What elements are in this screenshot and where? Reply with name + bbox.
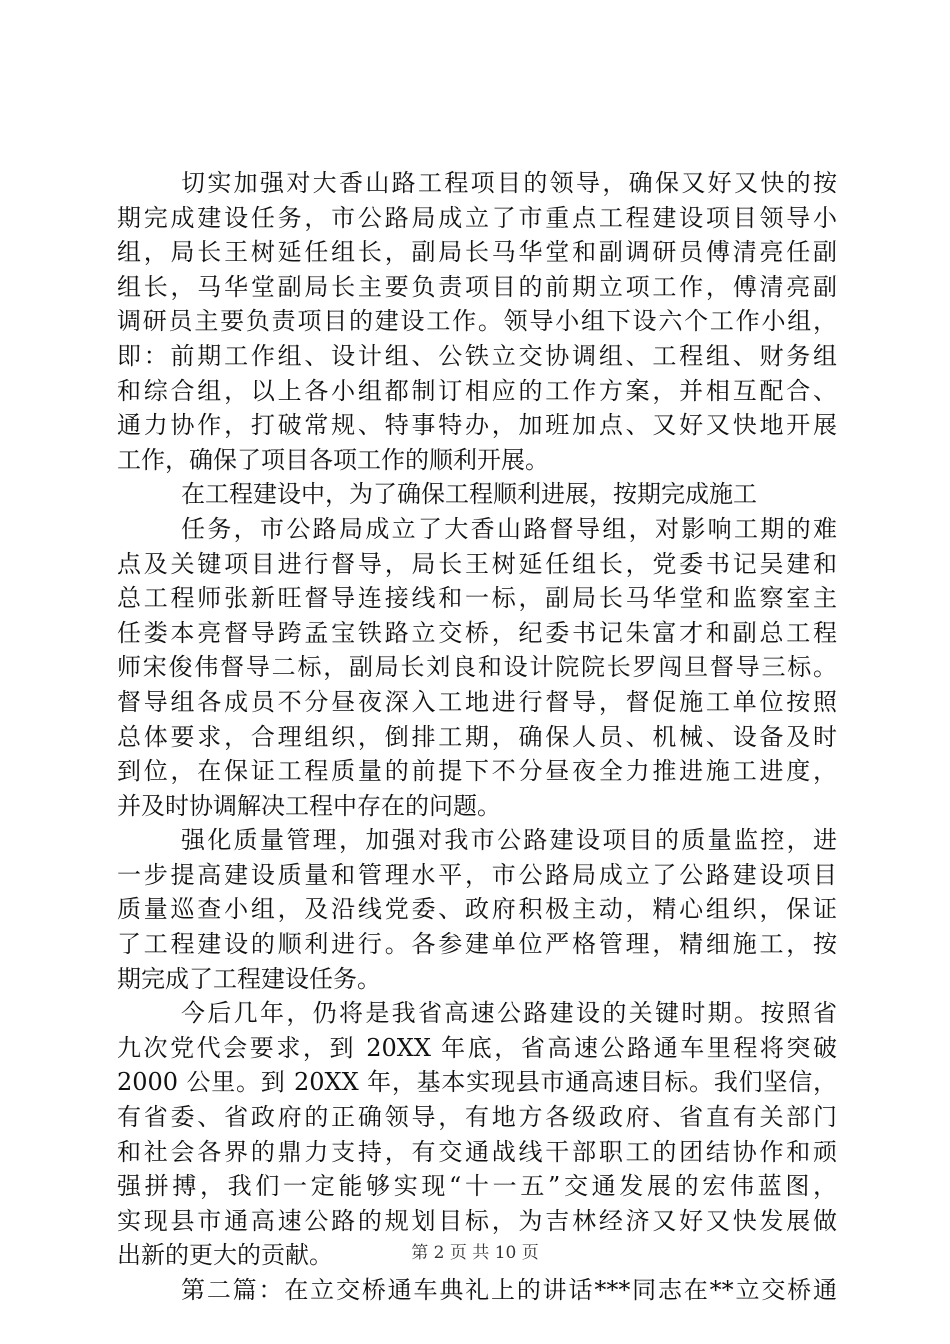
- text-line: 到位，在保证工程质量的前提下不分昼夜全力推进施工进度，: [117, 757, 837, 786]
- text-line: 工作，确保了项目各项工作的顺利开展。: [117, 445, 549, 474]
- document-body: [117, 166, 837, 1308]
- text-line: 强化质量管理，加强对我市公路建设项目的质量监控，进: [181, 826, 837, 855]
- text-line: 和综合组，以上各小组都制订相应的工作方案，并相互配合、: [117, 376, 837, 405]
- text-line: 2000 公里。到 20XX 年，基本实现县市通高速目标。我们坚信，: [117, 1068, 837, 1097]
- text-line: 即：前期工作组、设计组、公铁立交协调组、工程组、财务组: [117, 341, 837, 370]
- text-line: 有省委、省政府的正确领导，有地方各级政府、省直有关部门: [117, 1103, 837, 1132]
- text-line: 组，局长王树延任组长，副局长马华堂和副调研员傅清亮任副: [117, 238, 837, 267]
- text-line: 今后几年，仍将是我省高速公路建设的关键时期。按照省: [181, 999, 837, 1028]
- text-line: 任务，市公路局成立了大香山路督导组，对影响工期的难: [181, 514, 837, 543]
- text-line: 一步提高建设质量和管理水平，市公路局成立了公路建设项目: [117, 860, 837, 889]
- text-line: 质量巡查小组，及沿线党委、政府积极主动，精心组织，保证: [117, 895, 837, 924]
- text-line: 督导组各成员不分昼夜深入工地进行督导，督促施工单位按照: [117, 687, 837, 716]
- text-line: 出新的更大的贡献。: [117, 1241, 333, 1270]
- text-line: 总工程师张新旺督导连接线和一标，副局长马华堂和监察室主: [117, 584, 837, 613]
- text-line: 期完成了工程建设任务。: [117, 964, 381, 993]
- text-line: 实现县市通高速公路的规划目标，为吉林经济又好又快发展做: [117, 1206, 837, 1235]
- text-line: 第二篇：在立交桥通车典礼上的讲话***同志在**立交桥通: [181, 1276, 837, 1304]
- text-line: 师宋俊伟督导二标，副局长刘良和设计院院长罗闯旦督导三标。: [117, 653, 837, 682]
- text-line: 在工程建设中，为了确保工程顺利进展，按期完成施工: [181, 480, 757, 509]
- text-line: 调研员主要负责项目的建设工作。领导小组下设六个工作小组，: [117, 307, 837, 336]
- page-footer: 第 2 页 共 10 页: [411, 1243, 539, 1263]
- text-line: 期完成建设任务，市公路局成立了市重点工程建设项目领导小: [117, 203, 837, 232]
- text-line: 总体要求，合理组织，倒排工期，确保人员、机械、设备及时: [117, 722, 837, 751]
- text-line: 切实加强对大香山路工程项目的领导，确保又好又快的按: [181, 169, 837, 197]
- text-line: 九次党代会要求，到 20XX 年底，省高速公路通车里程将突破: [117, 1033, 837, 1062]
- text-line: 任娄本亮督导跨孟宝铁路立交桥，纪委书记朱富才和副总工程: [117, 618, 837, 647]
- text-line: 强拼搏，我们一定能够实现“十一五”交通发展的宏伟蓝图，: [117, 1172, 837, 1201]
- text-line: 了工程建设的顺利进行。各参建单位严格管理，精细施工，按: [117, 930, 837, 959]
- text-line: 和社会各界的鼎力支持，有交通战线干部职工的团结协作和顽: [117, 1137, 837, 1166]
- text-line: 并及时协调解决工程中存在的问题。: [117, 791, 501, 820]
- text-line: 通力协作，打破常规、特事特办，加班加点、又好又快地开展: [117, 411, 837, 440]
- text-line: 点及关键项目进行督导，局长王树延任组长，党委书记吴建和: [117, 549, 837, 578]
- text-line: 组长，马华堂副局长主要负责项目的前期立项工作，傅清亮副: [117, 272, 837, 301]
